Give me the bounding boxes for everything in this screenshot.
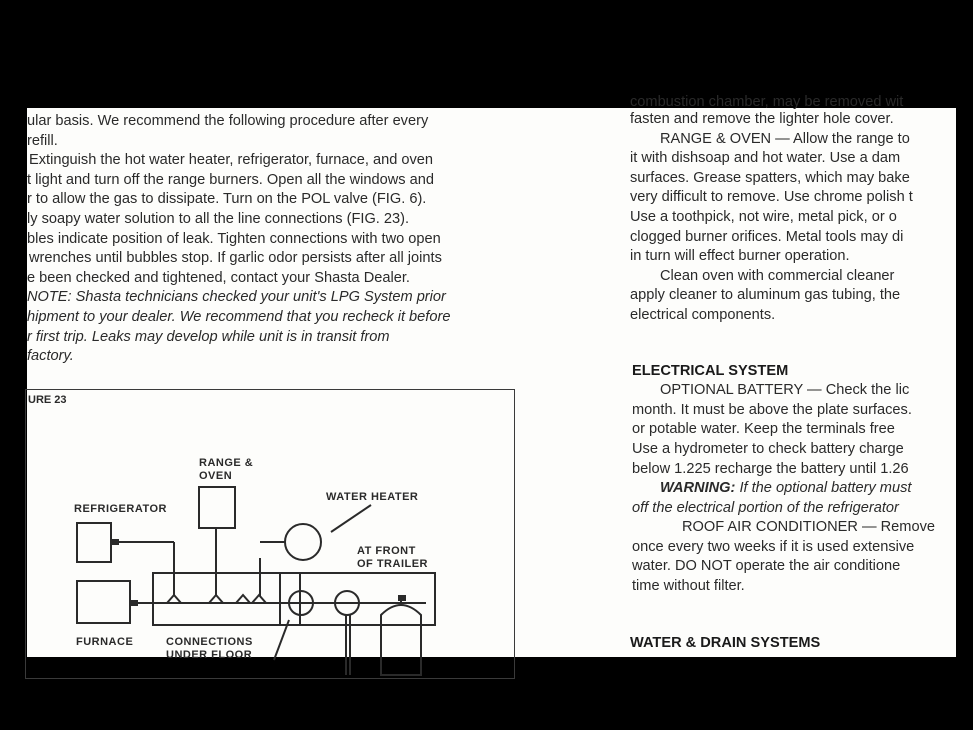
body-line: OPTIONAL BATTERY — Check the lic	[660, 382, 910, 399]
note-line: r first trip. Leaks may develop while unit is in transit from	[27, 328, 390, 345]
body-line: clogged burner orifices. Metal tools may di	[630, 228, 904, 245]
range-oven-box	[199, 487, 235, 528]
refrigerator-label: REFRIGERATOR	[74, 503, 167, 515]
body-line: below 1.225 recharge the battery until 1.26	[632, 460, 909, 477]
body-line: apply cleaner to aluminum gas tubing, the	[630, 287, 901, 304]
lpg-tank	[381, 605, 421, 675]
furnace-label: FURNACE	[76, 636, 134, 648]
figure-title: URE 23	[28, 394, 67, 406]
refrigerator-box	[77, 523, 111, 562]
body-line: surfaces. Grease spatters, which may bake	[630, 169, 910, 186]
range-oven-label-2: OVEN	[199, 470, 233, 482]
note-line: factory.	[27, 348, 74, 365]
body-line: ROOF AIR CONDITIONER — Remove	[682, 519, 935, 536]
body-line: ular basis. We recommend the following procedure after every	[27, 113, 429, 129]
body-line: wrenches until bubbles stop. If garlic odor persists after all joints	[29, 250, 442, 267]
warning-label: WARNING:	[660, 480, 736, 497]
body-line: ly soapy water solution to all the line connections (FIG. 23).	[27, 210, 410, 227]
note-line: hipment to your dealer. We recommend that you recheck it before	[27, 308, 451, 325]
water-drain-heading: WATER & DRAIN SYSTEMS	[630, 634, 821, 651]
figure-23	[25, 389, 515, 679]
body-line: in turn will effect burner operation.	[630, 248, 850, 265]
body-line: it with dishsoap and hot water. Use a dam	[630, 150, 901, 167]
body-line: Use a toothpick, not wire, metal pick, or o	[630, 208, 897, 225]
note-line: NOTE: Shasta technicians checked your unit's LPG System prior	[27, 289, 446, 306]
connections-label-1: CONNECTIONS	[166, 636, 253, 648]
water-heater-label: WATER HEATER	[326, 491, 419, 503]
electrical-heading: ELECTRICAL SYSTEM	[632, 362, 789, 379]
body-line: month. It must be above the plate surfaces.	[632, 401, 912, 418]
body-line: RANGE & OVEN — Allow the range to	[660, 130, 910, 147]
warning-line-2: off the electrical portion of the refrigerator	[632, 499, 899, 516]
body-line: e been checked and tightened, contact your Shasta Dealer.	[27, 269, 410, 286]
body-line: water. DO NOT operate the air conditione	[632, 558, 901, 575]
right-column	[630, 96, 960, 653]
range-oven-label-1: RANGE &	[199, 457, 254, 469]
furnace-box	[77, 581, 130, 623]
connections-label-2: UNDER FLOOR	[166, 649, 253, 661]
body-line: refill.	[27, 132, 58, 149]
body-line: or potable water. Keep the terminals free	[632, 421, 895, 438]
body-line: t light and turn off the range burners. Open all the windows and	[27, 171, 434, 188]
warning-line	[630, 479, 960, 499]
body-line: Use a hydrometer to check battery charge	[632, 440, 904, 457]
body-line: fasten and remove the lighter hole cover.	[630, 111, 894, 127]
at-front-label-2: OF TRAILER	[357, 558, 428, 570]
body-line: once every two weeks if it is used extensive	[632, 538, 915, 555]
cut-line: combustion chamber, may be removed wit	[630, 94, 904, 110]
body-line: bles indicate position of leak. Tighten connections with two open	[27, 230, 441, 247]
body-line: electrical components.	[630, 306, 776, 323]
at-front-label-1: AT FRONT	[357, 545, 416, 557]
manual-page	[27, 94, 956, 661]
body-line: r to allow the gas to dissipate. Turn on the POL valve (FIG. 6).	[27, 191, 427, 208]
warning-text: If the optional battery must	[735, 480, 912, 497]
body-line: Clean oven with commercial cleaner	[660, 267, 895, 284]
water-heater-circle	[285, 524, 321, 560]
body-line: time without filter.	[632, 578, 745, 595]
body-line: very difficult to remove. Use chrome polish t	[630, 189, 913, 206]
body-line: Extinguish the hot water heater, refrigerator, furnace, and oven	[29, 152, 434, 169]
left-column	[27, 112, 517, 367]
